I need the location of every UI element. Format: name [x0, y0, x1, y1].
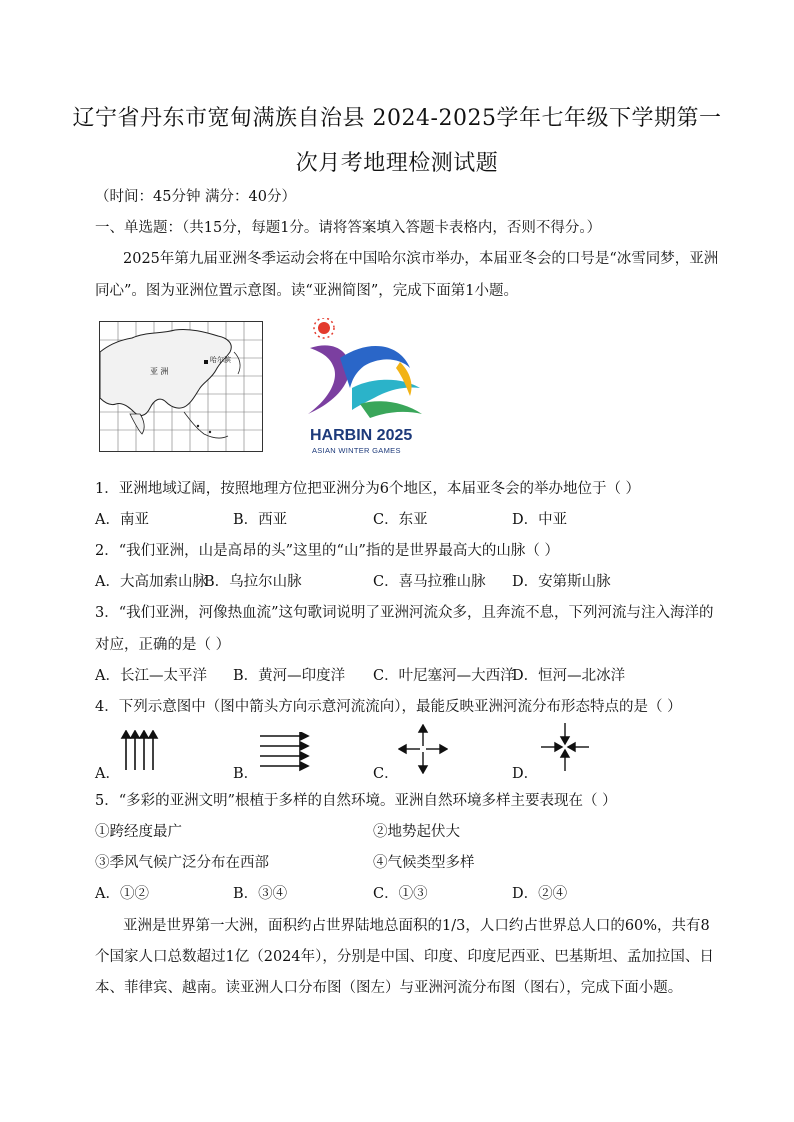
harbin-2025-logo — [300, 318, 430, 458]
question-3-stem-line1: 3．“我们亚洲，河像热血流”这句歌词说明了亚洲河流众多，且奔流不息，下列河流与注入海洋的 — [95, 605, 714, 621]
question-3-stem-line2: 对应，正确的是（ ） — [95, 637, 231, 653]
q3-option-c: C．叶尼塞河—大西洋 — [373, 668, 515, 684]
q1-option-b: B．西亚 — [233, 512, 288, 528]
q5-item-3: ③季风气候广泛分布在西部 — [95, 855, 269, 871]
logo-text-sub: ASIAN WINTER GAMES — [312, 446, 401, 455]
q1-option-a: A．南亚 — [95, 512, 149, 528]
q4-diagram-d — [540, 722, 590, 772]
q5-option-d: D．②④ — [512, 886, 568, 902]
map-label-asia: 亚 洲 — [150, 367, 169, 376]
question-1-stem: 1．亚洲地域辽阔，按照地理方位把亚洲分为6个地区，本届亚冬会的举办地位于（ ） — [95, 481, 641, 497]
q4-option-d: D． — [512, 766, 539, 782]
q4-option-a: A． — [95, 766, 120, 782]
q5-option-c: C．①③ — [373, 886, 428, 902]
logo-graphic — [300, 318, 430, 428]
q1-option-d: D．中亚 — [512, 512, 568, 528]
section-heading: 一、单选题：（共15分，每题1分。请将答案填入答题卡表格内，否则不得分。） — [95, 220, 602, 236]
logo-text-main: HARBIN 2025 — [310, 427, 413, 444]
q2-option-b: B．乌拉尔山脉 — [204, 574, 302, 590]
q3-option-d: D．恒河—北冰洋 — [512, 668, 626, 684]
q4-diagram-c — [398, 724, 448, 774]
exam-meta: （时间：45分钟 满分：40分） — [95, 189, 297, 205]
q5-item-1: ①跨经度最广 — [95, 824, 182, 840]
page-title-line1: 辽宁省丹东市宽甸满族自治县 2024-2025学年七年级下学期第一 — [72, 106, 722, 131]
q4-diagram-b — [258, 732, 310, 772]
harbin-marker — [204, 360, 208, 364]
asia-map-figure — [99, 321, 263, 452]
q1-option-c: C．东亚 — [373, 512, 428, 528]
question-5-stem: 5．“多彩的亚洲文明”根植于多样的自然环境。亚洲自然环境多样主要表现在（ ） — [95, 793, 617, 809]
q5-option-a: A．①② — [95, 886, 149, 902]
intro2-line3: 本、菲律宾、越南。读亚洲人口分布图（图左）与亚洲河流分布图（图右），完成下面小题。 — [95, 980, 683, 996]
intro1-line2: 同心”。图为亚洲位置示意图。读“亚洲简图”，完成下面第1小题。 — [95, 283, 518, 299]
question-2-stem: 2．“我们亚洲，山是高昂的头”这里的“山”指的是世界最高大的山脉（ ） — [95, 543, 559, 559]
q2-option-a: A．大高加索山脉 — [95, 574, 207, 590]
q4-diagram-a — [120, 730, 160, 772]
q2-option-c: C．喜马拉雅山脉 — [373, 574, 486, 590]
map-label-harbin: 哈尔滨 — [210, 356, 231, 364]
intro1-line1: 2025年第九届亚洲冬季运动会将在中国哈尔滨市举办，本届亚冬会的口号是“冰雪同梦，亚洲 — [123, 251, 719, 267]
intro2-line1: 亚洲是世界第一大洲，面积约占世界陆地总面积的1/3，人口约占世界总人口的60%，共有8 — [123, 918, 710, 934]
q4-option-b: B． — [233, 766, 259, 782]
q2-option-d: D．安第斯山脉 — [512, 574, 611, 590]
q4-option-c: C． — [373, 766, 399, 782]
q5-option-b: B．③④ — [233, 886, 288, 902]
question-4-stem: 4．下列示意图中（图中箭头方向示意河流流向），最能反映亚洲河流分布形态特点的是（ ） — [95, 699, 682, 715]
page-title-line2: 次月考地理检测试题 — [295, 151, 499, 176]
intro2-line2: 个国家人口总数超过1亿（2024年），分别是中国、印度、印度尼西亚、巴基斯坦、孟加拉国、日 — [95, 949, 714, 965]
q5-item-2: ②地势起伏大 — [373, 824, 460, 840]
asia-map-svg — [100, 322, 262, 451]
q3-option-b: B．黄河—印度洋 — [233, 668, 346, 684]
q3-option-a: A．长江—太平洋 — [95, 668, 207, 684]
q5-item-4: ④气候类型多样 — [373, 855, 475, 871]
